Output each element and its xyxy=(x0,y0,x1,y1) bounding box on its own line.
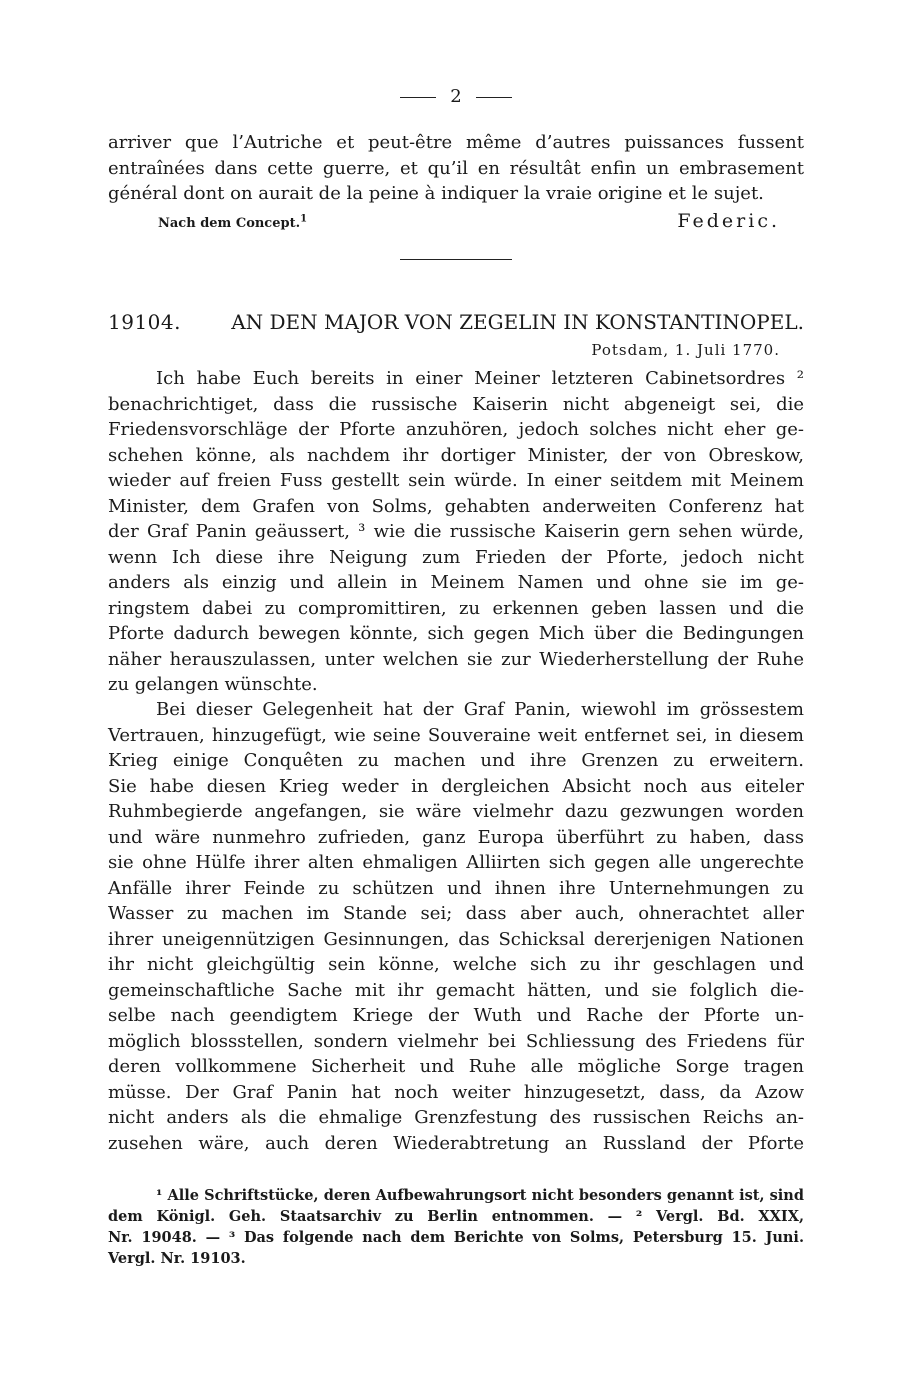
signature-row xyxy=(108,210,804,238)
letter-number: 19104. xyxy=(108,310,181,334)
footnote-mark: 1 xyxy=(300,213,308,225)
text-line: ihr nicht gleichgültig sein könne, welche sich zu ihr geschlagen und xyxy=(108,954,804,975)
text-line: Krieg einige Conquêten zu machen und ihre Grenzen zu erweitern. xyxy=(108,750,804,771)
text-line: zusehen wäre, auch deren Wiederabtretung an Russland der Pforte xyxy=(108,1132,804,1154)
text-line: anders als einzig und allein in Meinem Namen und ohne sie im ge- xyxy=(108,572,804,593)
text-line: sie ohne Hülfe ihrer alten ehmaligen Alliirten sich gegen alle ungerechte xyxy=(108,852,804,873)
footnote-line: Nr. 19048. — ³ Das folgende nach dem Berichte von Solms, Petersburg 15. Juni. xyxy=(108,1229,804,1246)
text-line: zu gelangen wünschte. xyxy=(108,674,318,695)
text-line: ringstem dabei zu compromittiren, zu erkennen geben lassen und die xyxy=(108,597,804,619)
place-date: Potsdam, 1. Juli 1770. xyxy=(591,341,780,359)
text-line: schehen könne, als nachdem ihr dortiger Minister, der von Obreskow, xyxy=(108,444,804,466)
text-line: Sie habe diesen Krieg weder in dergleichen Absicht noch aus eiteler xyxy=(108,775,804,797)
letter-heading xyxy=(108,310,804,334)
header-dash-right xyxy=(476,97,512,98)
text-line: deren vollkommene Sicherheit und Ruhe alle mögliche Sorge tragen xyxy=(108,1056,804,1077)
page-number: 2 xyxy=(450,86,462,107)
paragraph-1 xyxy=(108,366,804,698)
concept-note xyxy=(158,213,308,231)
text-line: nicht anders als die ehmalige Grenzfestung des russischen Reichs an- xyxy=(108,1107,804,1128)
paragraph-2 xyxy=(108,697,804,1156)
text-line: wenn Ich diese ihre Neigung zum Frieden der Pforte, jedoch nicht xyxy=(108,546,804,568)
text-line: entraînées dans cette guerre, et qu’il en résultât enfin un embrasement xyxy=(108,157,804,179)
text-line: général dont on aurait de la peine à indiquer la vraie origine et le sujet. xyxy=(108,183,764,204)
text-line: Bei dieser Gelegenheit hat der Graf Panin, wiewohl im grössestem xyxy=(156,699,804,720)
text-line: Anfälle ihrer Feinde zu schützen und ihnen ihre Unternehmungen zu xyxy=(108,877,804,899)
letter-title: AN DEN MAJOR VON ZEGELIN IN KONSTANTINOPEL. xyxy=(231,310,804,334)
text-line: gemeinschaftliche Sache mit ihr gemacht hätten, und sie folglich die- xyxy=(108,979,804,1001)
footnote-line: ¹ Alle Schriftstücke, deren Aufbewahrungsort nicht besonders genannt ist, sind xyxy=(156,1187,804,1204)
signature: Federic. xyxy=(677,210,780,232)
text-line: und wäre nunmehro zufrieden, ganz Europa überführt zu haben, dass xyxy=(108,826,804,848)
text-line: ihrer uneigennützigen Gesinnungen, das Schicksal dererjenigen Nationen xyxy=(108,928,804,950)
text-line: benachrichtiget, dass die russische Kaiserin nicht abgeneigt sei, die xyxy=(108,393,804,415)
footnotes xyxy=(108,1185,804,1269)
text-line: näher herauszulassen, unter welchen sie zur Wiederherstellung der Ruhe xyxy=(108,648,804,670)
text-line: Pforte dadurch bewegen könnte, sich gegen Mich über die Bedingungen xyxy=(108,623,804,644)
text-line: der Graf Panin geäussert, ³ wie die russische Kaiserin gern sehen würde, xyxy=(108,521,804,542)
text-line: Minister, dem Grafen von Solms, gehabten anderweiten Conferenz hat xyxy=(108,495,804,517)
concept-note-text: Nach dem Concept. xyxy=(158,216,301,231)
text-line: Ruhmbegierde angefangen, sie wäre vielmehr dazu gezwungen worden xyxy=(108,801,804,822)
continuation-text xyxy=(108,130,804,207)
text-line: Ich habe Euch bereits in einer Meiner letzteren Cabinetsordres ² xyxy=(156,368,804,389)
text-line: möglich blossstellen, sondern vielmehr bei Schliessung des Friedens für xyxy=(108,1030,804,1052)
text-line: arriver que l’Autriche et peut-être même d’autres puissances fussent xyxy=(108,132,804,153)
header-dash-left xyxy=(400,97,436,98)
text-line: Wasser zu machen im Stande sei; dass aber auch, ohnerachtet aller xyxy=(108,903,804,924)
text-line: wieder auf freien Fuss gestellt sein würde. In einer seitdem mit Meinem xyxy=(108,470,804,491)
footnote-line: Vergl. Nr. 19103. xyxy=(108,1250,246,1267)
text-line: selbe nach geendigtem Kriege der Wuth und Rache der Pforte un- xyxy=(108,1005,804,1026)
page-header xyxy=(108,86,804,107)
text-line: müsse. Der Graf Panin hat noch weiter hinzugesetzt, dass, da Azow xyxy=(108,1081,804,1103)
footnote-line: dem Königl. Geh. Staatsarchiv zu Berlin entnommen. — ² Vergl. Bd. XXIX, xyxy=(108,1208,804,1225)
section-divider xyxy=(400,259,512,260)
text-line: Friedensvorschläge der Pforte anzuhören, jedoch solches nicht eher ge- xyxy=(108,419,804,440)
text-line: Vertrauen, hinzugefügt, wie seine Souveraine weit entfernet sei, in diesem xyxy=(108,724,804,746)
